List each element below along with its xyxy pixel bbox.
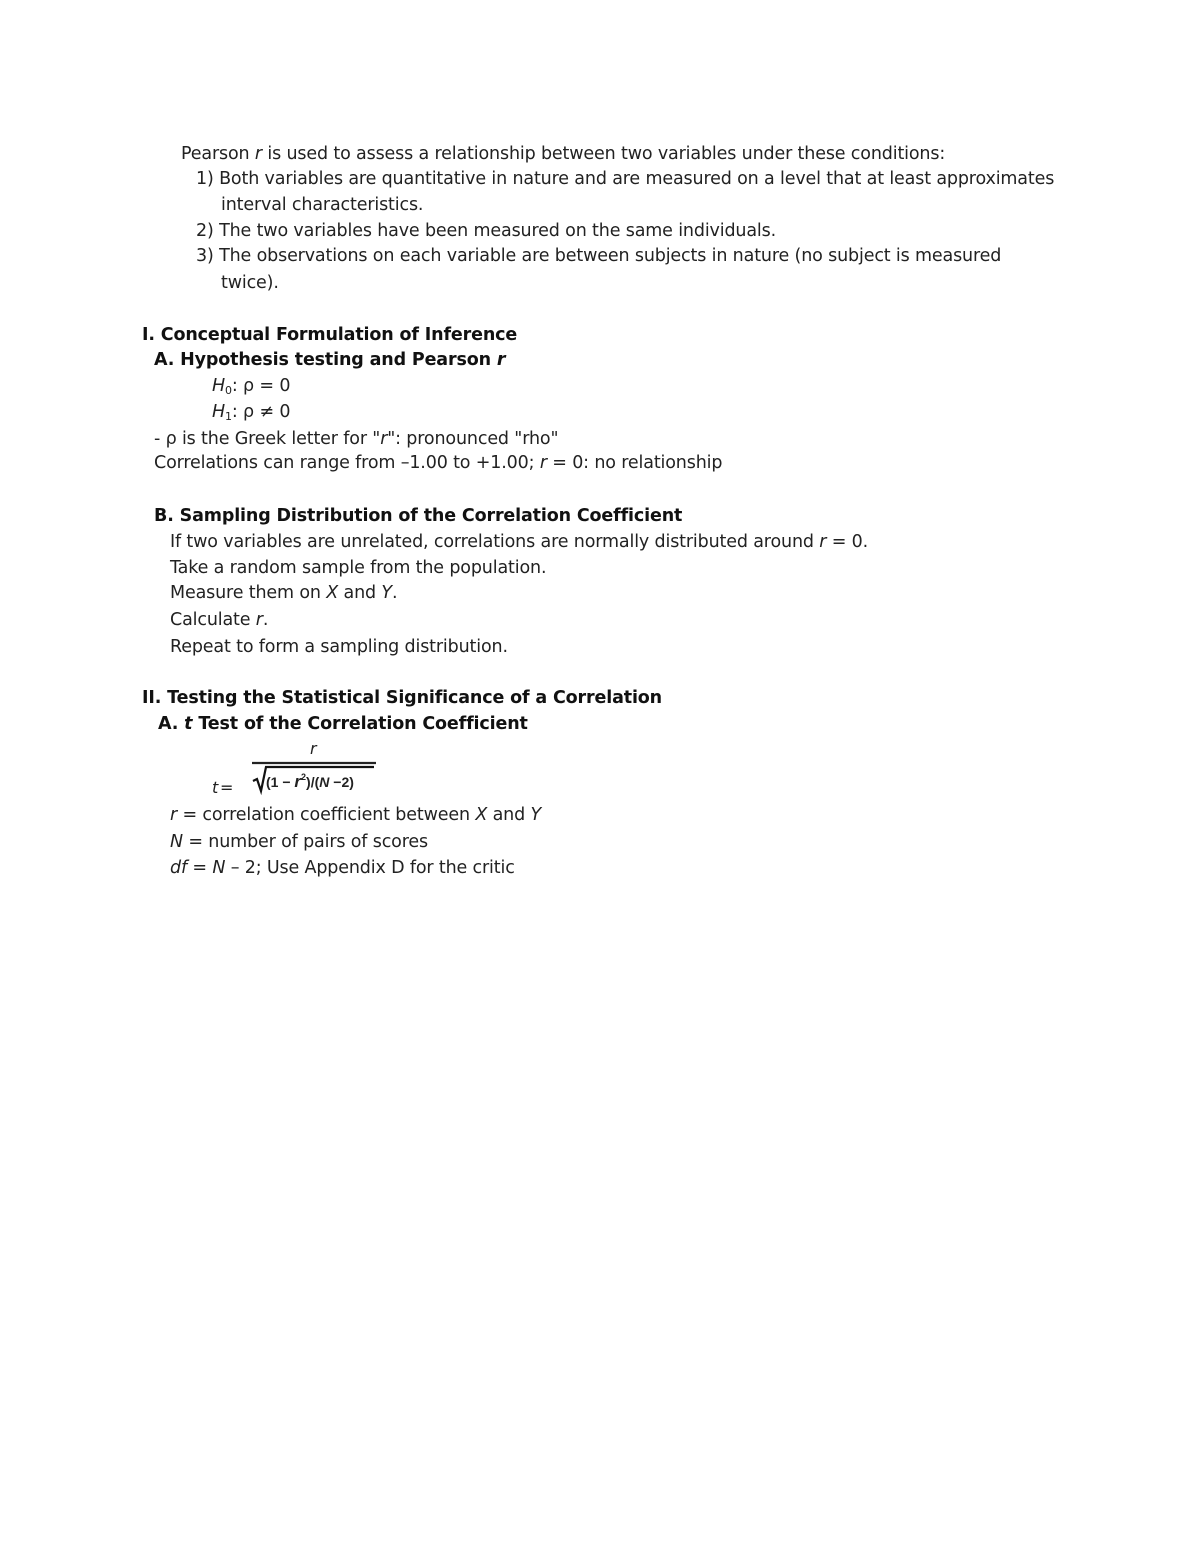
section-1-heading: I. Conceptual Formulation of Inference xyxy=(142,325,518,345)
sampling-step-3: Measure them on X and Y. xyxy=(170,583,398,603)
definition-r: r = correlation coefficient between X and Y xyxy=(170,805,542,825)
condition-2: 2) The two variables have been measured on the same individuals. xyxy=(196,221,777,241)
formula-lhs-t: t xyxy=(212,778,219,797)
sampling-step-4: Calculate r. xyxy=(170,610,269,630)
correlation-range-note: Correlations can range from –1.00 to +1.00; r = 0: no relationship xyxy=(154,453,723,473)
null-hypothesis: $H_0$: ρ = 0 xyxy=(212,376,291,397)
formula-numerator: r xyxy=(310,739,317,758)
definition-n: N = number of pairs of scores xyxy=(170,832,428,852)
section-2a-heading: A. t Test of the Correlation Coefficient xyxy=(158,714,528,734)
intro-statement: Pearson r is used to assess a relationship between two variables under these conditions: xyxy=(181,144,946,164)
definition-df: df = N – 2; Use Appendix D for the critic xyxy=(170,858,515,878)
condition-1-line-1: 1) Both variables are quantitative in nature and are measured on a level that at least approximates xyxy=(196,169,1055,189)
sampling-step-2: Take a random sample from the population. xyxy=(170,558,547,578)
alternative-hypothesis: $H_1$: ρ ≠ 0 xyxy=(212,402,291,423)
condition-3-line-1: 3) The observations on each variable are between subjects in nature (no subject is measured xyxy=(196,246,1002,266)
section-1b-heading: B. Sampling Distribution of the Correlation Coefficient xyxy=(154,506,683,526)
rho-note: - ρ is the Greek letter for "r": pronounced "rho" xyxy=(154,429,559,449)
condition-1-line-2: interval characteristics. xyxy=(221,195,424,215)
sampling-step-5: Repeat to form a sampling distribution. xyxy=(170,637,508,657)
formula-lhs-equals: = xyxy=(220,778,234,797)
formula-denominator: $(1 - r^2)/(N -2)$ xyxy=(266,772,354,791)
section-2-heading: II. Testing the Statistical Significance of a Correlation xyxy=(142,688,662,708)
t-test-formula xyxy=(200,736,390,798)
sampling-step-1: If two variables are unrelated, correlations are normally distributed around r = 0. xyxy=(170,532,869,552)
condition-3-line-2: twice). xyxy=(221,273,279,293)
section-1a-heading: A. Hypothesis testing and Pearson r xyxy=(154,350,506,370)
